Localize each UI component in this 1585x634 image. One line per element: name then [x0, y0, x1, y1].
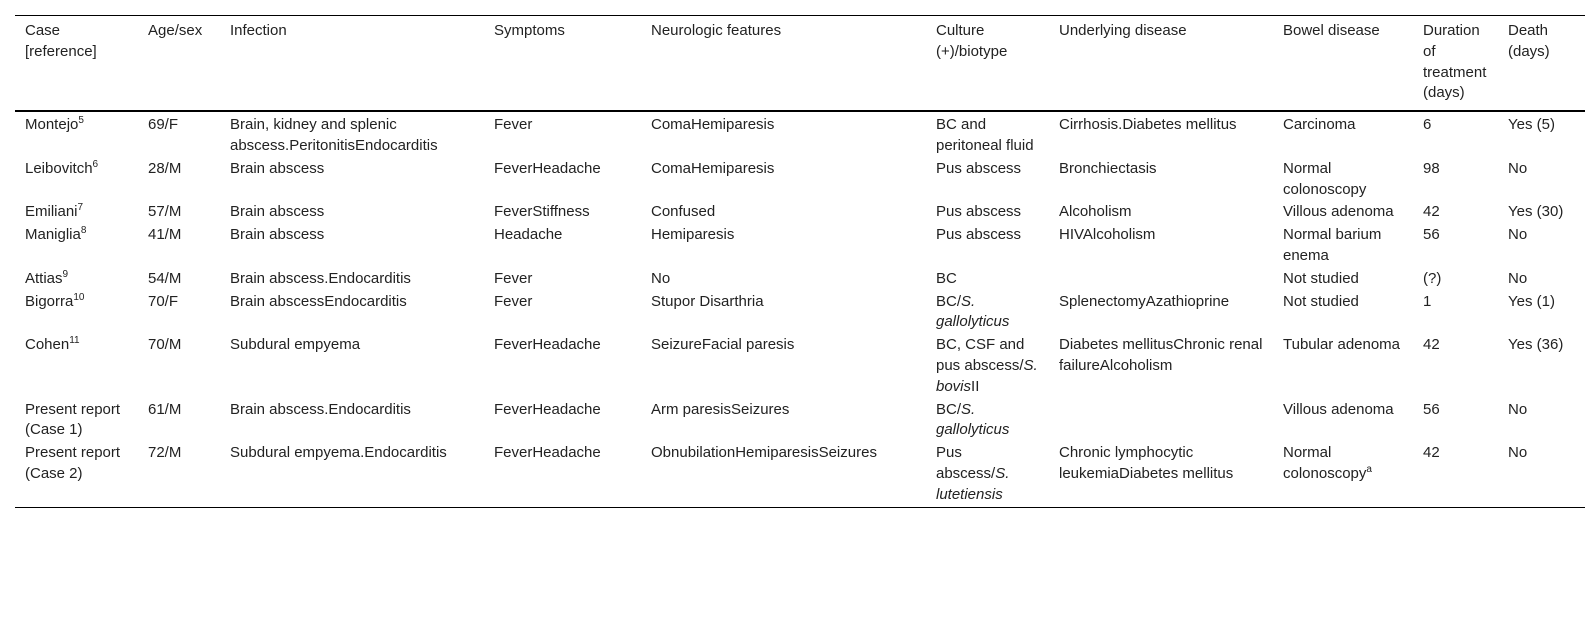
cell-duration	[1413, 268, 1498, 291]
cell-case	[15, 399, 138, 443]
cell-death-text: Yes (30)	[1508, 203, 1564, 221]
col-header-symptoms: Symptoms	[494, 22, 565, 39]
cell-duration	[1413, 399, 1498, 443]
cell-culture	[926, 399, 1049, 443]
cell-underlying-disease	[1049, 399, 1273, 443]
cell-infection-text: Subdural empyema.Endocarditis	[230, 444, 447, 462]
case-name: Present report (Case 1)	[25, 400, 121, 439]
cell-death-text: Yes (36)	[1508, 336, 1564, 354]
underlying-disease-text: Alcoholism	[1059, 203, 1132, 221]
bowel-disease-text: Not studied	[1283, 269, 1359, 287]
cell-infection-text: Brain abscess	[230, 159, 325, 177]
cell-neurologic-features-text: ComaHemiparesis	[651, 159, 775, 177]
cell-infection	[220, 442, 484, 507]
case-name: Leibovitch	[25, 159, 93, 177]
cell-age-sex	[138, 201, 220, 224]
cell-death	[1498, 158, 1585, 202]
table-body	[15, 111, 1585, 507]
col-header-case: Case [reference]	[25, 22, 97, 60]
cell-age-sex-text: 70/F	[148, 292, 179, 310]
bowel-disease-text: Carcinoma	[1283, 116, 1356, 134]
col-header-duration: Duration of treatment (days)	[1423, 22, 1487, 102]
cell-death-text: No	[1508, 159, 1528, 177]
cell-neurologic-features-text: ObnubilationHemiparesisSeizures	[651, 444, 877, 462]
header-row	[15, 16, 1585, 112]
footnote-marker: a	[1366, 463, 1372, 475]
case-name: Attias	[25, 269, 63, 287]
culture-species: S. bovis	[936, 356, 1038, 395]
cell-neurologic-features-text: SeizureFacial paresis	[651, 336, 795, 354]
culture-species: S. gallolyticus	[936, 292, 1010, 331]
bowel-disease-text: Not studied	[1283, 292, 1359, 310]
bowel-disease-text: Normal colonoscopy	[1283, 444, 1367, 482]
cell-age-sex	[138, 268, 220, 291]
cell-neurologic-features-text: Stupor Disarthria	[651, 292, 764, 310]
cell-bowel-disease	[1273, 268, 1413, 291]
cell-symptoms	[484, 399, 641, 443]
underlying-disease-text: SplenectomyAzathioprine	[1059, 292, 1230, 310]
cell-duration-text: 6	[1423, 116, 1432, 134]
cell-symptoms	[484, 268, 641, 291]
cell-underlying-disease	[1049, 334, 1273, 398]
cell-death-text: No	[1508, 226, 1528, 244]
cell-duration	[1413, 158, 1498, 202]
cell-age-sex-text: 28/M	[148, 159, 182, 177]
cell-death	[1498, 224, 1585, 268]
cell-death-text: No	[1508, 269, 1528, 287]
cell-case	[15, 334, 138, 398]
cell-infection-text: Subdural empyema	[230, 336, 361, 354]
cell-case	[15, 268, 138, 291]
cell-symptoms-text: Headache	[494, 226, 563, 244]
cell-symptoms	[484, 442, 641, 507]
culture-text: BC, CSF and pus abscess/	[936, 336, 1025, 374]
cell-death	[1498, 291, 1585, 335]
cell-neurologic-features	[641, 334, 926, 398]
bowel-disease-text: Villous adenoma	[1283, 203, 1394, 221]
cell-infection-text: Brain abscess	[230, 203, 325, 221]
cell-underlying-disease	[1049, 442, 1273, 507]
col-header-death: Death (days)	[1508, 22, 1550, 60]
cell-case	[15, 291, 138, 335]
cell-culture	[926, 224, 1049, 268]
case-name: Present report (Case 2)	[25, 444, 121, 482]
cell-culture	[926, 111, 1049, 158]
cell-neurologic-features-text: No	[651, 269, 671, 287]
bowel-disease-text: Villous adenoma	[1283, 400, 1394, 418]
cell-case	[15, 111, 138, 158]
cell-case	[15, 442, 138, 507]
reference-number: 6	[92, 158, 99, 170]
culture-text: BC/	[936, 292, 962, 310]
cell-symptoms-text: FeverHeadache	[494, 159, 601, 177]
case-name: Emiliani	[25, 203, 78, 221]
cell-symptoms-text: Fever	[494, 269, 533, 287]
table-row	[15, 111, 1585, 158]
cell-age-sex-text: 72/M	[148, 444, 182, 462]
reference-number: 7	[77, 202, 84, 214]
cell-neurologic-features	[641, 158, 926, 202]
cell-infection	[220, 158, 484, 202]
cell-bowel-disease	[1273, 399, 1413, 443]
cell-neurologic-features-text: Hemiparesis	[651, 226, 735, 244]
cell-neurologic-features-text: ComaHemiparesis	[651, 116, 775, 134]
cell-duration	[1413, 334, 1498, 398]
cell-age-sex	[138, 291, 220, 335]
case-table	[15, 15, 1585, 508]
table-container	[15, 15, 1585, 508]
col-header-bowel-disease: Bowel disease	[1283, 22, 1380, 39]
culture-text: Pus abscess/	[936, 444, 996, 482]
cell-age-sex-text: 61/M	[148, 400, 182, 418]
cell-age-sex	[138, 399, 220, 443]
cell-symptoms	[484, 334, 641, 398]
underlying-disease-text: HIVAlcoholism	[1059, 226, 1156, 244]
col-header-underlying-disease: Underlying disease	[1059, 22, 1187, 39]
cell-case	[15, 158, 138, 202]
cell-neurologic-features	[641, 291, 926, 335]
cell-neurologic-features	[641, 111, 926, 158]
cell-symptoms	[484, 201, 641, 224]
cell-death	[1498, 442, 1585, 507]
cell-culture	[926, 291, 1049, 335]
cell-neurologic-features	[641, 399, 926, 443]
cell-death	[1498, 268, 1585, 291]
cell-neurologic-features-text: Arm paresisSeizures	[651, 400, 790, 418]
cell-duration	[1413, 442, 1498, 507]
cell-infection-text: Brain, kidney and splenic abscess.PeritonitisEndocarditis	[230, 116, 438, 154]
cell-age-sex-text: 70/M	[148, 336, 182, 354]
cell-symptoms-text: FeverHeadache	[494, 400, 601, 418]
cell-death	[1498, 334, 1585, 398]
cell-infection-text: Brain abscess	[230, 226, 325, 244]
cell-infection	[220, 111, 484, 158]
table-row	[15, 224, 1585, 268]
cell-bowel-disease	[1273, 158, 1413, 202]
table-row	[15, 158, 1585, 202]
cell-infection	[220, 334, 484, 398]
cell-neurologic-features	[641, 268, 926, 291]
cell-duration-text: 42	[1423, 203, 1440, 221]
cell-death-text: Yes (5)	[1508, 116, 1555, 134]
col-header-neurologic-features: Neurologic features	[651, 22, 782, 39]
cell-bowel-disease	[1273, 334, 1413, 398]
cell-infection	[220, 399, 484, 443]
cell-duration-text: (?)	[1423, 269, 1442, 287]
cell-neurologic-features	[641, 442, 926, 507]
cell-symptoms-text: FeverHeadache	[494, 336, 601, 354]
culture-text: Pus abscess	[936, 203, 1022, 221]
culture-text: BC and peritoneal fluid	[936, 116, 1034, 154]
cell-symptoms	[484, 158, 641, 202]
case-name: Montejo	[25, 116, 79, 134]
case-name: Bigorra	[25, 292, 74, 310]
reference-number: 9	[62, 268, 69, 280]
cell-bowel-disease	[1273, 201, 1413, 224]
culture-text: Pus abscess	[936, 226, 1022, 244]
case-name: Cohen	[25, 336, 70, 354]
cell-age-sex-text: 69/F	[148, 116, 179, 134]
bowel-disease-text: Tubular adenoma	[1283, 336, 1401, 354]
cell-age-sex-text: 57/M	[148, 203, 182, 221]
reference-number: 8	[80, 225, 87, 237]
cell-duration-text: 56	[1423, 400, 1440, 418]
cell-symptoms	[484, 291, 641, 335]
table-row	[15, 268, 1585, 291]
cell-duration	[1413, 224, 1498, 268]
cell-death-text: Yes (1)	[1508, 292, 1555, 310]
cell-duration-text: 42	[1423, 336, 1440, 354]
cell-duration	[1413, 201, 1498, 224]
cell-infection	[220, 268, 484, 291]
cell-age-sex-text: 54/M	[148, 269, 182, 287]
cell-infection-text: Brain abscessEndocarditis	[230, 292, 407, 310]
underlying-disease-text: Bronchiectasis	[1059, 159, 1157, 177]
bowel-disease-text: Normal barium enema	[1283, 226, 1382, 264]
cell-infection	[220, 291, 484, 335]
cell-neurologic-features	[641, 224, 926, 268]
cell-death-text: No	[1508, 444, 1528, 462]
underlying-disease-text: Chronic lymphocytic leukemiaDiabetes mellitus	[1059, 444, 1234, 482]
cell-infection	[220, 224, 484, 268]
cell-underlying-disease	[1049, 224, 1273, 268]
cell-culture	[926, 158, 1049, 202]
cell-death	[1498, 399, 1585, 443]
cell-culture	[926, 268, 1049, 291]
cell-symptoms	[484, 111, 641, 158]
table-row	[15, 334, 1585, 398]
cell-infection	[220, 201, 484, 224]
cell-duration-text: 98	[1423, 159, 1440, 177]
cell-duration	[1413, 111, 1498, 158]
culture-species: S. lutetiensis	[936, 464, 1010, 503]
cell-symptoms	[484, 224, 641, 268]
cell-culture	[926, 201, 1049, 224]
cell-underlying-disease	[1049, 111, 1273, 158]
cell-symptoms-text: Fever	[494, 292, 533, 310]
cell-case	[15, 201, 138, 224]
case-name: Maniglia	[25, 226, 81, 244]
cell-bowel-disease	[1273, 224, 1413, 268]
cell-neurologic-features	[641, 201, 926, 224]
cell-age-sex	[138, 158, 220, 202]
culture-text: BC/	[936, 400, 962, 418]
table-row	[15, 399, 1585, 443]
culture-biotype: II	[971, 377, 980, 395]
bowel-disease-text: Normal colonoscopy	[1283, 159, 1367, 198]
cell-underlying-disease	[1049, 201, 1273, 224]
cell-death-text: No	[1508, 400, 1528, 418]
cell-age-sex	[138, 334, 220, 398]
col-header-culture: Culture (+)/biotype	[936, 22, 1008, 60]
table-row	[15, 442, 1585, 507]
cell-duration	[1413, 291, 1498, 335]
reference-number: 10	[73, 291, 85, 303]
cell-underlying-disease	[1049, 291, 1273, 335]
cell-age-sex	[138, 224, 220, 268]
cell-duration-text: 1	[1423, 292, 1432, 310]
cell-symptoms-text: Fever	[494, 116, 533, 134]
culture-text: Pus abscess	[936, 159, 1022, 177]
cell-age-sex-text: 41/M	[148, 226, 182, 244]
col-header-age-sex: Age/sex	[148, 22, 203, 39]
cell-death	[1498, 111, 1585, 158]
col-header-infection: Infection	[230, 22, 287, 39]
cell-culture	[926, 442, 1049, 507]
cell-duration-text: 56	[1423, 226, 1440, 244]
underlying-disease-text: Cirrhosis.Diabetes mellitus	[1059, 116, 1237, 134]
cell-bowel-disease	[1273, 111, 1413, 158]
cell-neurologic-features-text: Confused	[651, 203, 716, 221]
cell-infection-text: Brain abscess.Endocarditis	[230, 269, 411, 287]
reference-number: 11	[69, 335, 80, 347]
table-row	[15, 291, 1585, 335]
cell-symptoms-text: FeverHeadache	[494, 444, 601, 462]
table-row	[15, 201, 1585, 224]
cell-symptoms-text: FeverStiffness	[494, 203, 590, 221]
underlying-disease-text: Diabetes mellitusChronic renal failureAlcoholism	[1059, 336, 1263, 374]
reference-number: 5	[78, 115, 84, 127]
cell-age-sex	[138, 442, 220, 507]
culture-text: BC	[936, 269, 957, 287]
cell-culture	[926, 334, 1049, 398]
cell-bowel-disease	[1273, 442, 1413, 507]
culture-species: S. gallolyticus	[936, 400, 1010, 439]
cell-underlying-disease	[1049, 158, 1273, 202]
cell-case	[15, 224, 138, 268]
cell-duration-text: 42	[1423, 444, 1440, 462]
cell-bowel-disease	[1273, 291, 1413, 335]
cell-death	[1498, 201, 1585, 224]
cell-underlying-disease	[1049, 268, 1273, 291]
cell-age-sex	[138, 111, 220, 158]
cell-infection-text: Brain abscess.Endocarditis	[230, 400, 411, 418]
